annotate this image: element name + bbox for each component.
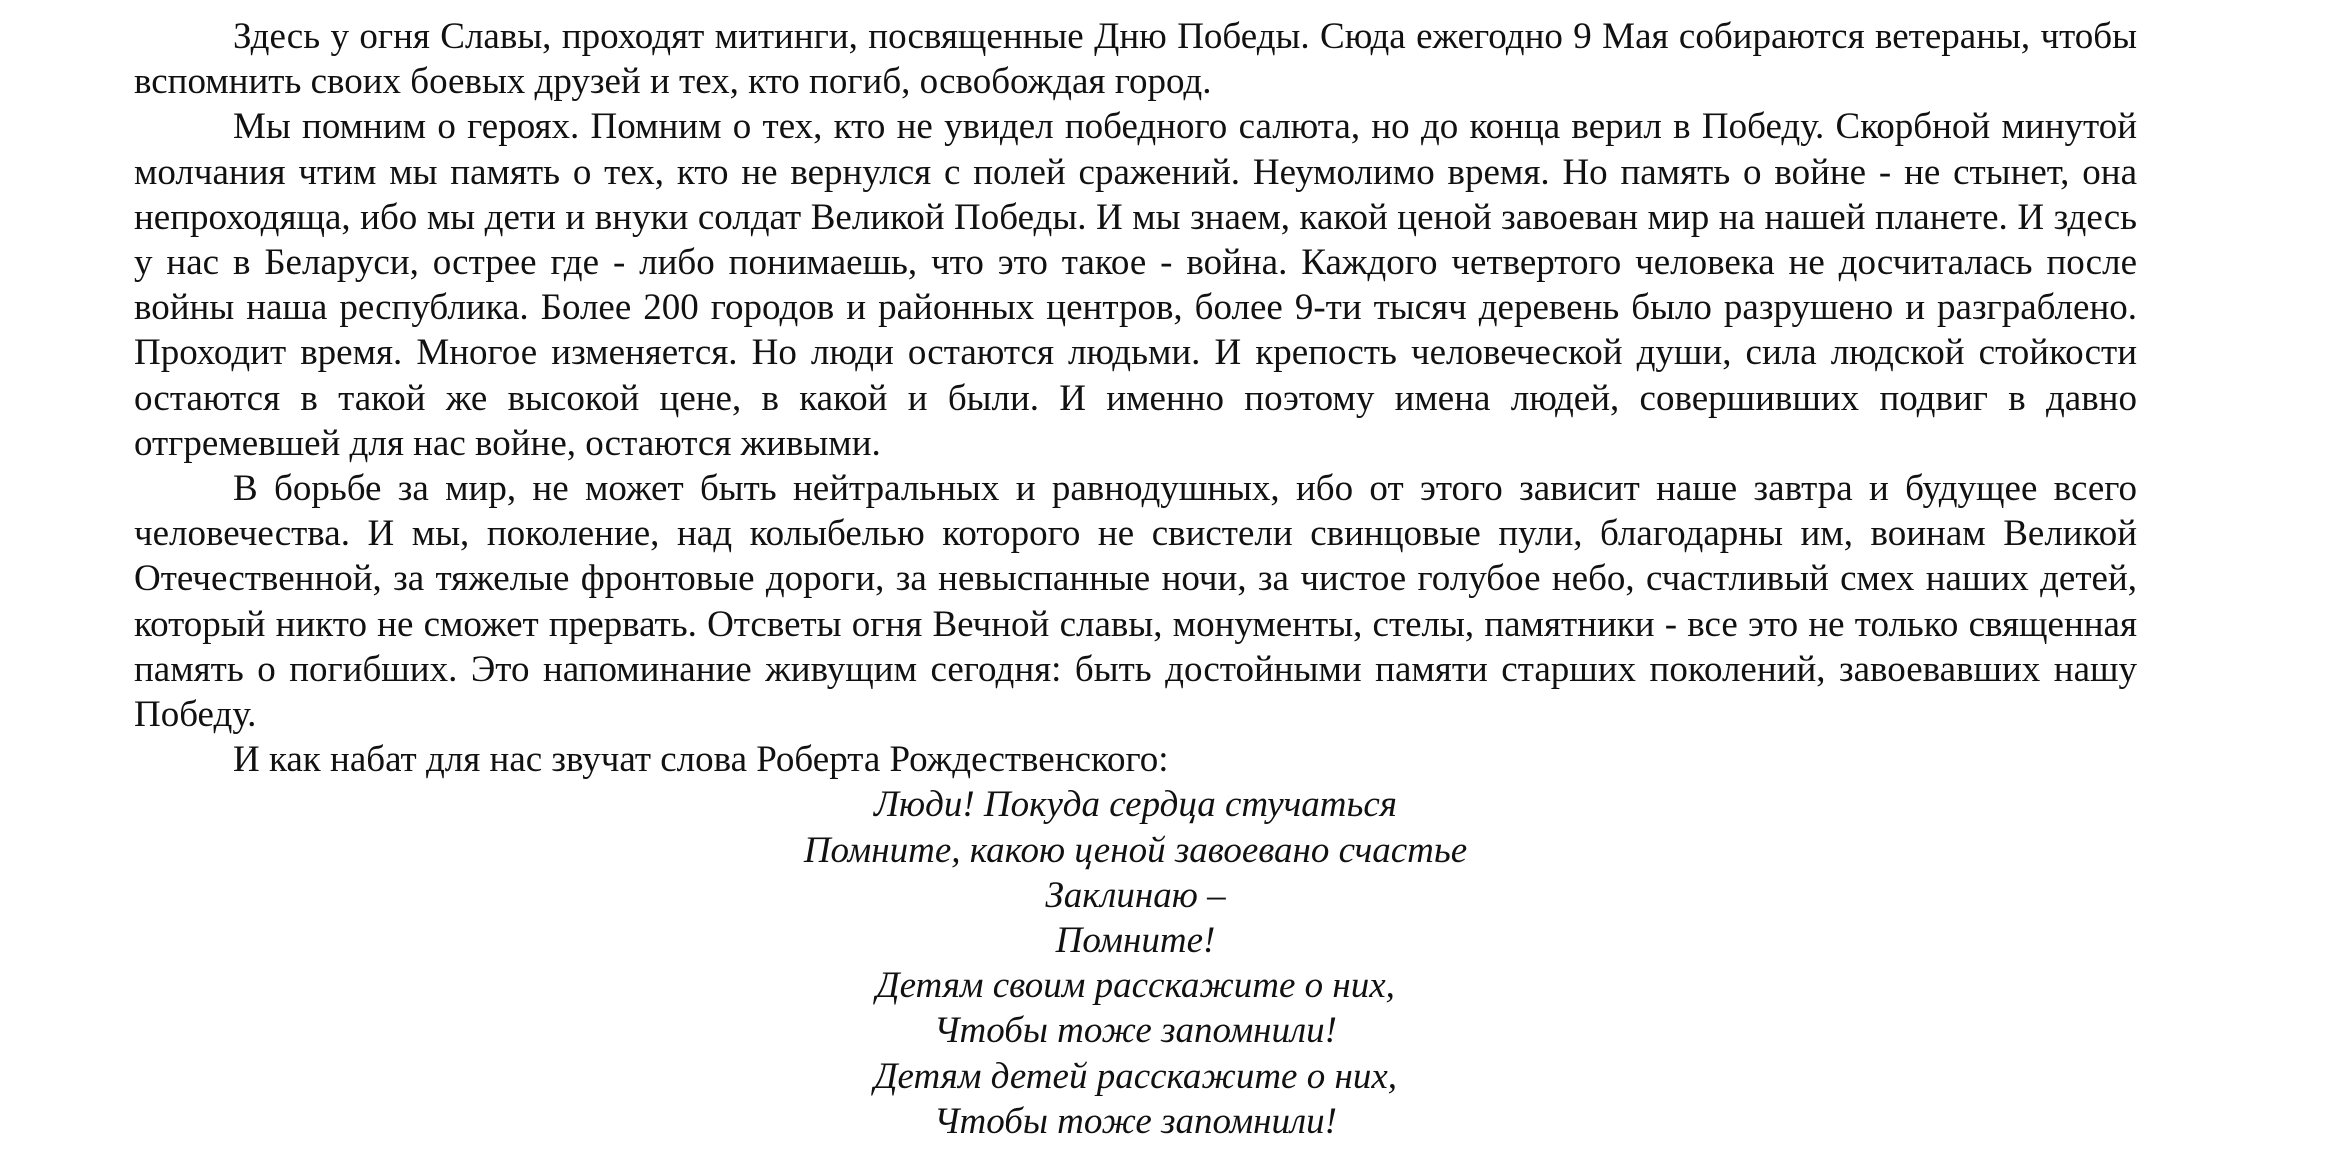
- paragraph-remembering-heroes: Мы помним о героях. Помним о тех, кто не увидел победного салюта, но до конца верил в Победу. Скорбной минутой молчания чтим мы память о тех, кто не вернулся с полей сражений. Неумолимо время. Но память о войне - не стынет, она непроходяща, ибо мы дети и внуки солдат Великой Победы. И мы знаем, какой ценой завоеван мир на нашей планете. И здесь у нас в Беларуси, острее где - либо понимаешь, что это такое - война. Каждого четвертого человека не досчиталась после войны наша республика. Более 200 городов и районных центров, более 9-ти тысяч деревень было разрушено и разграблено. Проходит время. Многое изменяется. Но люди остаются людьми. И крепость человеческой души, сила людской стойкости остаются в такой же высокой цене, в какой и были. И именно поэтому имена людей, совершивших подвиг в давно отгремевшей для нас войне, остаются живыми.: [134, 106, 2137, 464]
- paragraph-poem-intro: И как набат для нас звучат слова Роберта Рождественского:: [233, 739, 1169, 781]
- poem-rozhdestvensky: [0, 782, 2322, 1144]
- paragraph-struggle-for-peace: В борьбе за мир, не может быть нейтральных и равнодушных, ибо от этого зависит наше завтра и будущее всего человечества. И мы, поколение, над колыбелью которого не свистели свинцовые пули, благодарны им, воинам Великой Отечественной, за тяжелые фронтовые дороги, за невыспанные ночи, за чистое голубое небо, счастливый смех наших детей, который никто не сможет прервать. Отсветы огня Вечной славы, монументы, стелы, памятники - все это не только священная память о погибших. Это напоминание живущим сегодня: быть достойными памяти старших поколений, завоевавших нашу Победу.: [134, 468, 2137, 736]
- poem-line: Чтобы тоже запомнили!: [934, 1100, 1337, 1142]
- poem-line: Детям своим расскажите о них,: [876, 965, 1395, 1007]
- poem-line: Чтобы тоже запомнили!: [934, 1010, 1337, 1052]
- poem-line: Люди! Покуда сердца стучаться: [873, 784, 1397, 826]
- poem-line: Помните!: [1055, 920, 1216, 962]
- paragraph-victory-day-rallies: Здесь у огня Славы, проходят митинги, посвященные Дню Победы. Сюда ежегодно 9 Мая собираются ветераны, чтобы вспомнить своих боевых друзей и тех, кто погиб, освобождая город.: [134, 16, 2137, 103]
- document-body: [134, 14, 2137, 1144]
- poem-line: Детям детей расскажите о них,: [873, 1055, 1398, 1097]
- poem-line: Заклинаю –: [1045, 874, 1226, 916]
- poem-line: Помните, какою ценой завоевано счастье: [803, 829, 1468, 871]
